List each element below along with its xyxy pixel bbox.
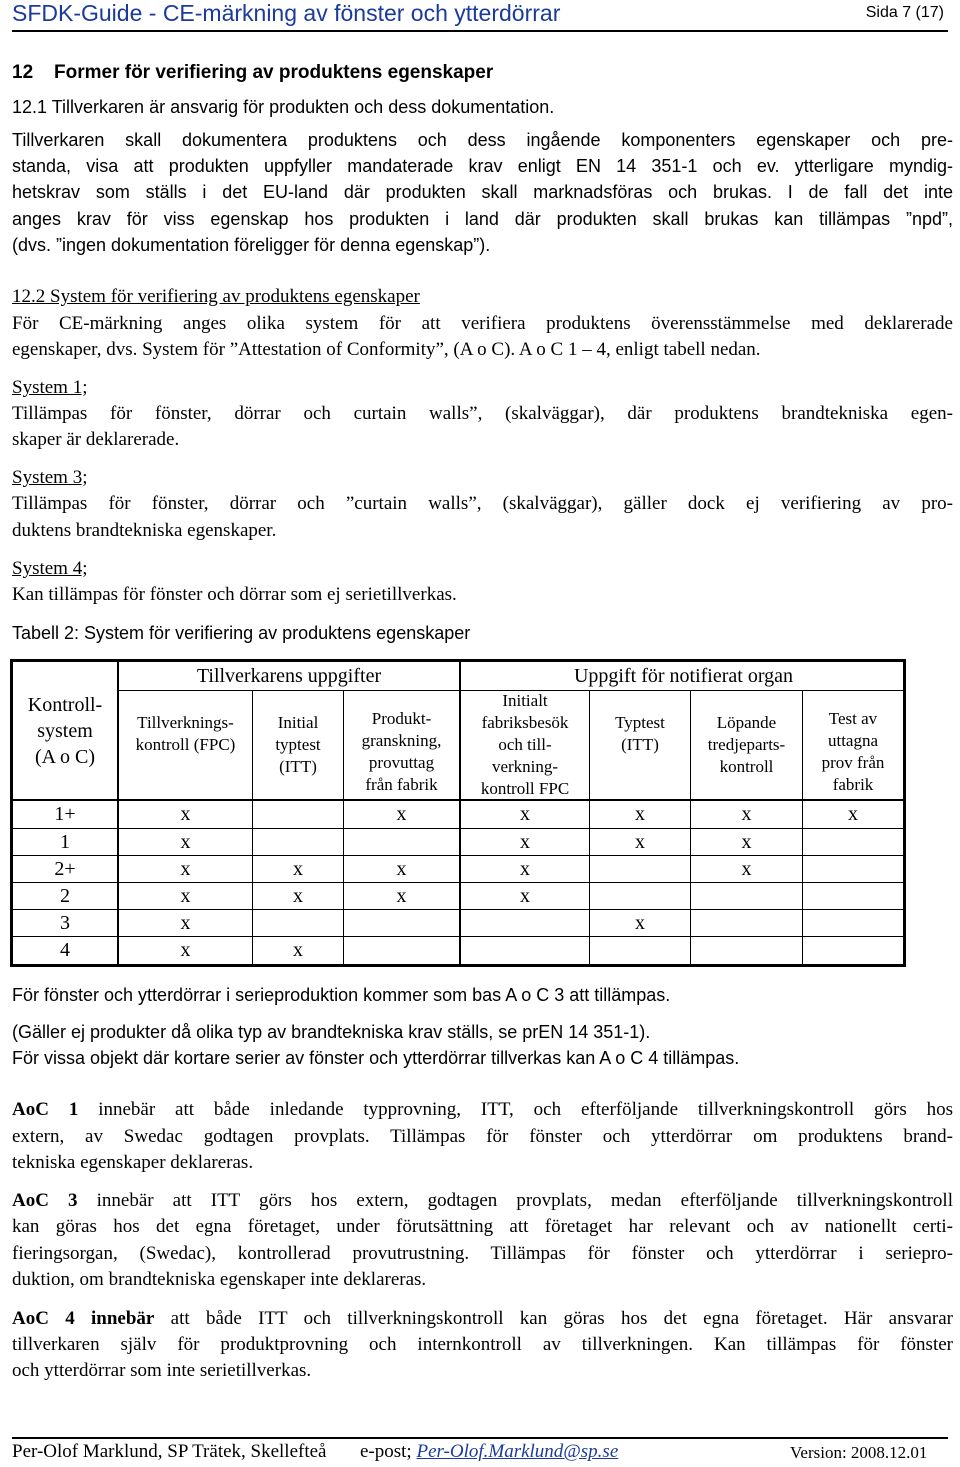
table-cell-mark: x	[520, 885, 530, 907]
aoc4-line: och ytterdörrar som inte serietillverkas.	[12, 1360, 312, 1381]
header-text: fabrik	[832, 775, 874, 794]
group-notified-body: Uppgift för notifierat organ	[573, 665, 793, 687]
body-line: skaper är deklarerade.	[12, 429, 180, 450]
email-link[interactable]: Per-Olof.Marklund@sp.se	[416, 1441, 619, 1462]
header-text: typtest	[275, 735, 321, 754]
subsection-heading-12-2: 12.2 System för verifiering av produktens egenskaper	[12, 286, 420, 307]
table-cell-mark: x	[180, 831, 191, 853]
header-sample-test	[803, 708, 903, 796]
aoc3-line	[12, 1188, 953, 1214]
body-line: Kan tillämpas för fönster och dörrar som ej serietillverkas.	[12, 584, 457, 605]
table-cell-mark: x	[635, 912, 645, 934]
header-text: kontroll FPC	[480, 779, 570, 798]
aoc3-line: fieringsorgan, (Swedac), kontrollerad provutrustning. Tillämpas för fönster och ytterdörrar i seriepro-	[12, 1243, 953, 1264]
table-cell-mark: x	[520, 803, 530, 825]
header-text: Kontroll-	[27, 694, 103, 716]
footer-author: Per-Olof Marklund, SP Trätek, Skellefteå	[12, 1441, 327, 1462]
table-cell-mark: x	[635, 803, 645, 825]
section-title: Former för verifiering av produktens egenskaper	[54, 62, 494, 83]
body-line: hetskrav som ställs i det EU-land där produkten skall marknadsföras och brukas. I de fall det inte	[12, 182, 953, 202]
header-text: provuttag	[368, 753, 435, 772]
table-cell-mark: x	[635, 831, 645, 853]
table-cell-mark: x	[180, 803, 191, 825]
header-text: system	[37, 720, 93, 742]
header-fpc	[119, 712, 252, 756]
note-line: (Gäller ej produkter då olika typ av brandtekniska krav ställs, se prEN 14 351-1).	[12, 1022, 651, 1042]
footer-version: Version: 2008.12.01	[790, 1443, 928, 1462]
subsection-heading-12-1: 12.1 Tillverkaren är ansvarig för produkten och dess dokumentation.	[12, 97, 555, 117]
table-cell-mark: x	[396, 858, 407, 880]
header-text: Produkt-	[371, 709, 432, 728]
header-text: Initial	[277, 713, 319, 732]
page-footer	[12, 1441, 928, 1463]
header-text: granskning,	[361, 731, 442, 750]
aoc1-line	[12, 1097, 953, 1123]
document-title: SFDK-Guide - CE-märkning av fönster och ytterdörrar	[12, 0, 561, 26]
header-text: prov från	[821, 753, 885, 772]
table-cell-mark: x	[180, 912, 191, 934]
row-label: 4	[60, 939, 70, 961]
table-cell-mark: x	[520, 831, 530, 853]
table-cell-mark: x	[293, 939, 303, 961]
body-line: (dvs. ”ingen dokumentation föreligger för denna egenskap”).	[12, 235, 491, 255]
header-text: uttagna	[827, 731, 879, 750]
aoc4-line: tillverkaren själv för produktprovning och internkontroll av tillverkningen. Kan tillämpas för fönster	[12, 1334, 953, 1355]
header-itt	[253, 712, 343, 778]
header-text: (ITT)	[621, 735, 659, 754]
header-text: tredjeparts-	[707, 735, 786, 754]
header-text: Typtest	[615, 713, 665, 732]
aoc3-label: AoC 3	[12, 1190, 78, 1211]
body-line: standa, visa att produkten uppfyller mandaterade krav enligt EN 14 351-1 och ev. ytterligare myndig-	[12, 156, 953, 176]
row-label: 3	[60, 912, 70, 934]
row-label: 2+	[54, 858, 76, 880]
row-label: 2	[60, 885, 70, 907]
page-number: Sida 7 (17)	[865, 4, 944, 21]
aoc3-line: duktion, om brandtekniska egenskaper inte deklareras.	[12, 1269, 427, 1290]
row-label: 1+	[54, 803, 76, 825]
header-text: (A o C)	[35, 746, 95, 768]
page-header	[12, 0, 948, 32]
header-control-system	[13, 692, 117, 770]
header-product-review	[344, 708, 459, 796]
header-text: Test av	[828, 709, 878, 728]
table-cell-mark: x	[293, 858, 303, 880]
table-cell-mark: x	[293, 885, 303, 907]
table-cell-mark: x	[520, 858, 530, 880]
header-text: och till-	[498, 735, 552, 754]
note-line: För vissa objekt där kortare serier av fönster och ytterdörrar tillverkas kan A o C 4 tillämpas.	[12, 1048, 740, 1068]
header-continuous-control	[691, 712, 802, 778]
body-line: anges krav för viss egenskap hos produkten i land där produkten skall brukas kan tillämpas ”npd”,	[12, 209, 953, 229]
header-text: fabriksbesök	[481, 713, 569, 732]
footer-email-label: e-post;	[360, 1441, 417, 1462]
aoc4-label: AoC 4 innebär	[12, 1308, 155, 1329]
header-text: kontroll	[719, 757, 774, 776]
body-line: Tillverkaren skall dokumentera produktens och dess ingående komponenters egenskaper och pre-	[12, 130, 953, 150]
system-1-label: System 1;	[12, 377, 88, 398]
system-4-label: System 4;	[12, 558, 88, 579]
table-cell-mark: x	[741, 831, 752, 853]
body-line: duktens brandtekniska egenskaper.	[12, 520, 277, 541]
table-cell-mark: x	[180, 858, 191, 880]
table-caption: Tabell 2: System för verifiering av produktens egenskaper	[12, 623, 471, 643]
footer-rule	[12, 1437, 948, 1439]
header-text: Löpande	[716, 713, 777, 732]
header-initial-factory-visit	[461, 690, 589, 800]
group-manufacturer: Tillverkarens uppgifter	[196, 665, 382, 687]
body-line: Tillämpas för fönster, dörrar och ”curtain walls”, (skalväggar), gäller dock ej verifiering av pro-	[12, 493, 953, 514]
aoc-text: att både ITT och tillverkningskontroll kan göras hos det egna företaget. Här ansvarar	[154, 1308, 953, 1329]
verification-table	[10, 659, 906, 967]
table-cell-mark: x	[741, 858, 752, 880]
aoc-text: innebär att ITT görs hos extern, godtagen provplats, medan efterföljande tillverkningskontroll	[77, 1190, 953, 1211]
header-text: Initialt	[502, 691, 548, 710]
table-cell-mark: x	[396, 885, 407, 907]
table-cell-mark: x	[180, 885, 191, 907]
aoc-text: innebär att både inledande typprovning, ITT, och efterföljande tillverkningskontroll görs hos	[78, 1099, 953, 1120]
header-type-test	[590, 712, 690, 756]
header-text: kontroll (FPC)	[135, 735, 236, 754]
section-number: 12	[12, 62, 34, 83]
table-cell-mark: x	[180, 939, 191, 961]
header-text: (ITT)	[279, 757, 317, 776]
aoc1-line: tekniska egenskaper deklareras.	[12, 1152, 254, 1173]
note-line: För fönster och ytterdörrar i serieproduktion kommer som bas A o C 3 att tillämpas.	[12, 985, 671, 1005]
aoc3-line: kan göras hos det egna företaget, under förutsättning att företaget har relevant och av nationellt certi-	[12, 1216, 953, 1237]
aoc4-line	[12, 1306, 953, 1332]
table-cell-mark: x	[741, 803, 752, 825]
section-heading	[12, 62, 493, 84]
aoc1-line: extern, av Swedac godtagen provplats. Tillämpas för fönster och ytterdörrar om produktens brand-	[12, 1126, 953, 1147]
body-line: För CE-märkning anges olika system för att verifiera produktens överensstämmelse med deklarerade	[12, 313, 953, 334]
body-line: egenskaper, dvs. System för ”Attestation of Conformity”, (A o C). A o C 1 – 4, enligt tabell nedan.	[12, 339, 761, 360]
body-line: Tillämpas för fönster, dörrar och curtain walls”, (skalväggar), där produktens brandtekniska egen-	[12, 403, 953, 424]
header-text: Tillverknings-	[137, 713, 234, 732]
table-cell-mark: x	[848, 803, 858, 825]
table-cell-mark: x	[396, 803, 407, 825]
aoc1-label: AoC 1	[12, 1099, 79, 1120]
row-label: 1	[60, 831, 70, 853]
system-3-label: System 3;	[12, 467, 88, 488]
header-text: verkning-	[491, 757, 559, 776]
header-text: från fabrik	[365, 775, 438, 794]
